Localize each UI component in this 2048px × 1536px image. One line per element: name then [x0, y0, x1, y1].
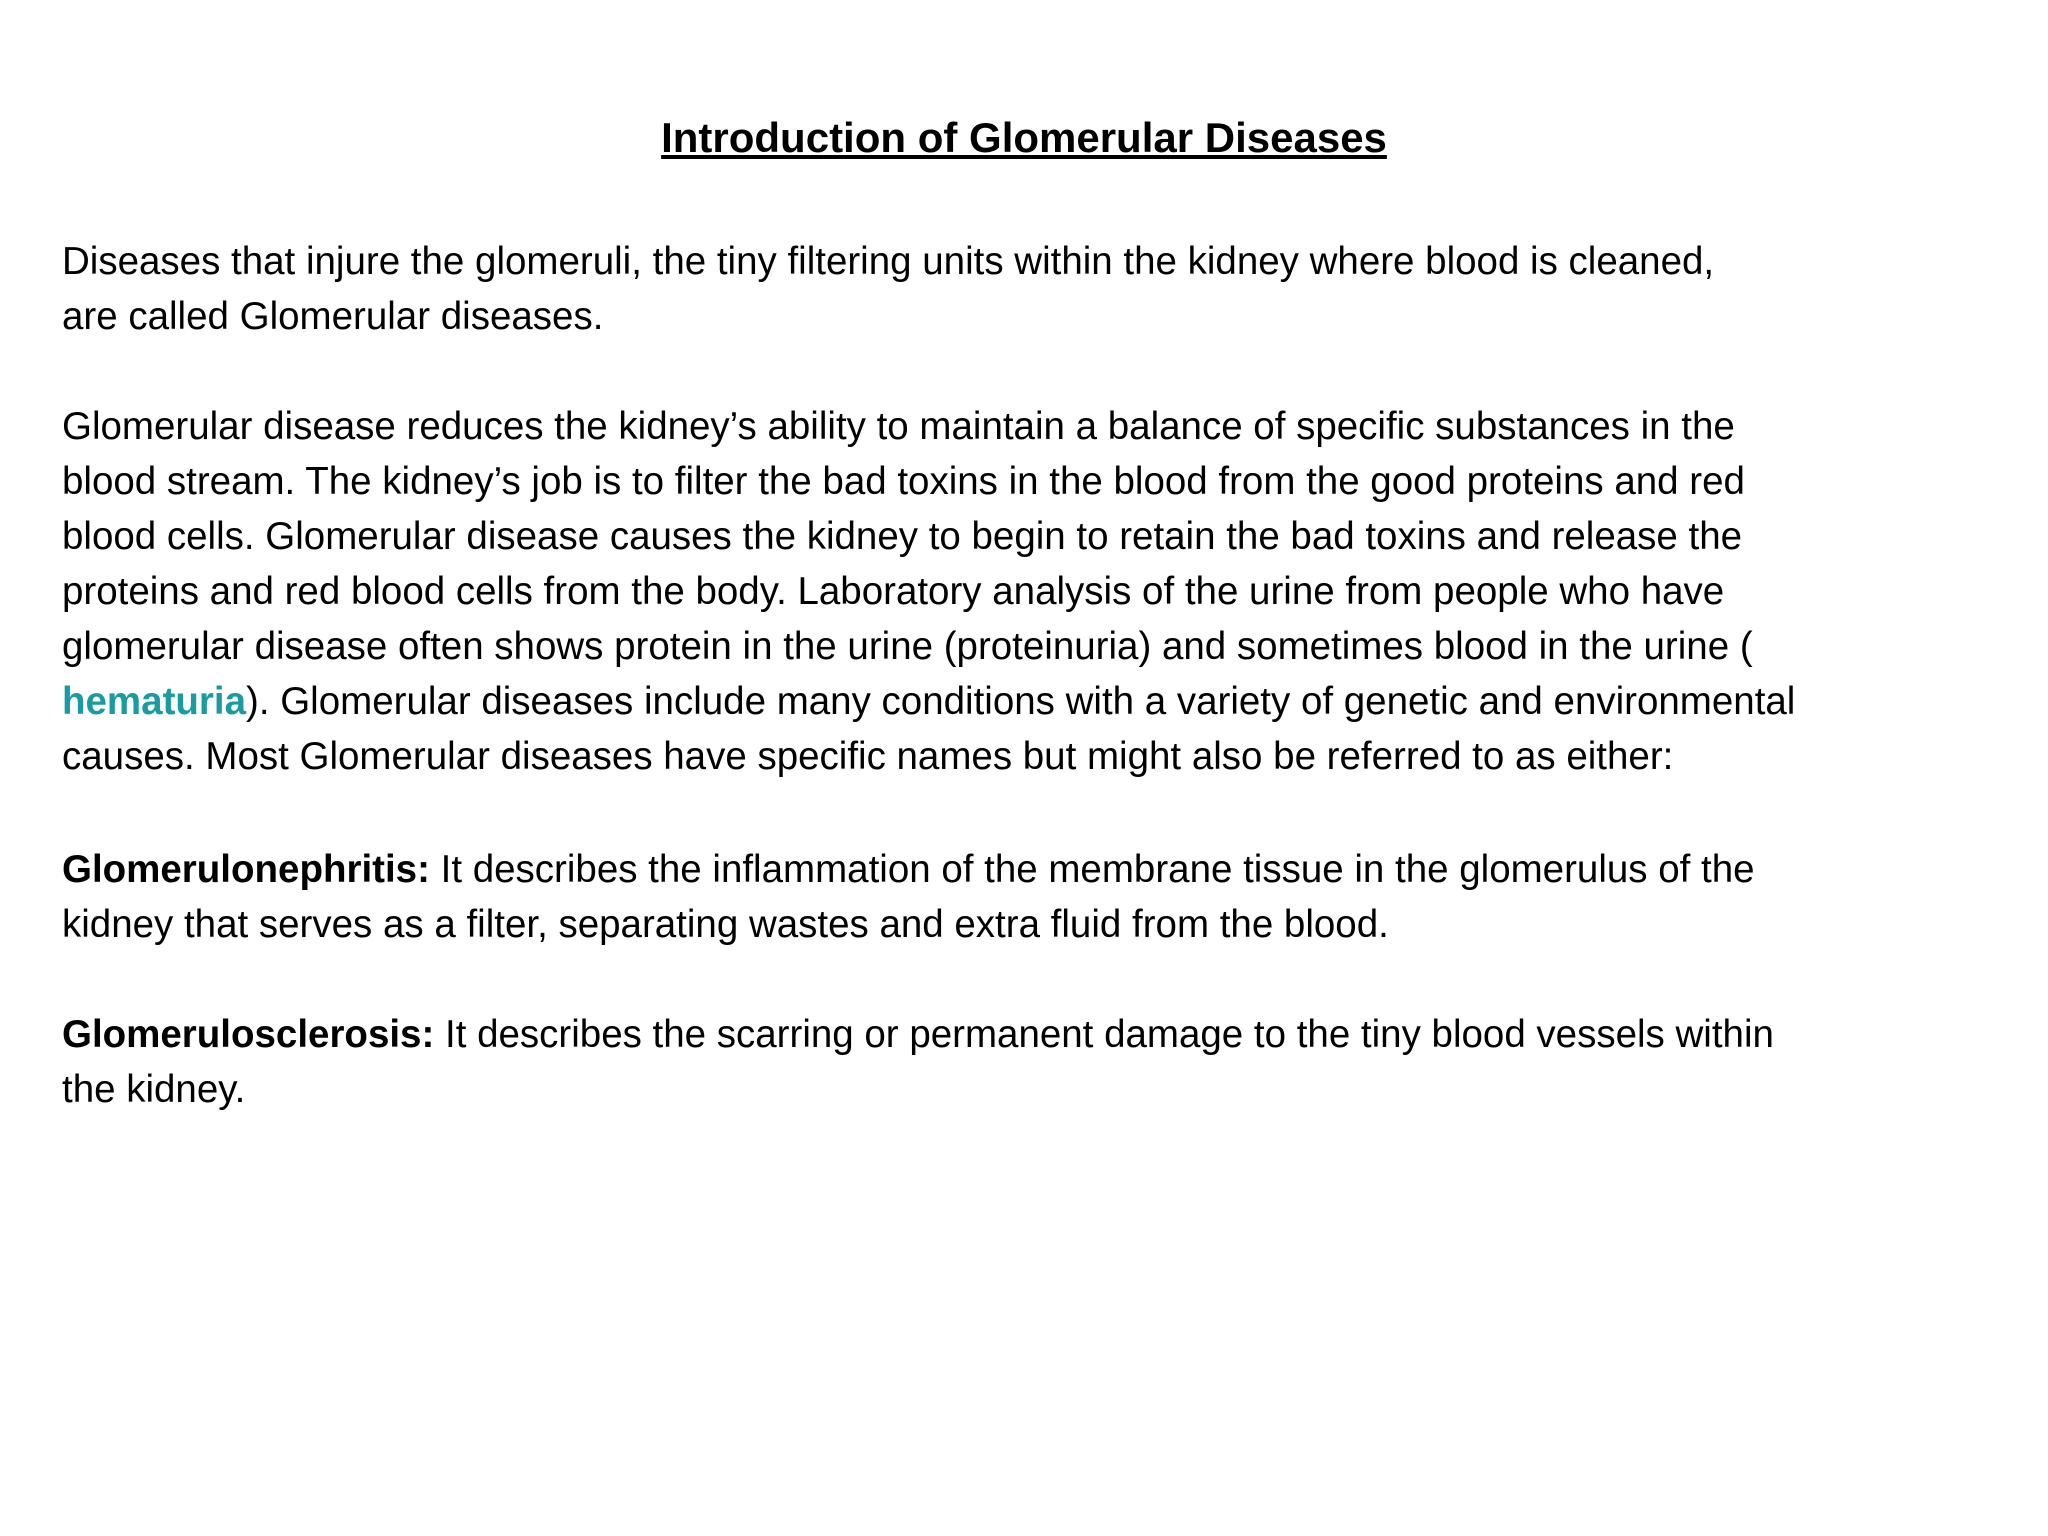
glomerulonephritis-term: Glomerulonephritis: [62, 848, 430, 891]
paragraph-line: causes. Most Glomerular diseases have specific names but might also be referred to as either: [62, 735, 1674, 778]
paragraph-line [62, 842, 1992, 897]
paragraph-line: blood stream. The kidney’s job is to filter the bad toxins in the blood from the good proteins and red [62, 460, 1745, 503]
paragraph-line [62, 674, 1992, 729]
hematuria-link[interactable]: hematuria [62, 680, 247, 723]
paragraph-line [62, 1007, 1992, 1062]
paragraph-line: glomerular disease often shows protein in the urine (proteinuria) and sometimes blood in the urine ( [62, 625, 1753, 668]
paragraph-text: It describes the inflammation of the membrane tissue in the glomerulus of the [429, 848, 1755, 891]
paragraph-line: kidney that serves as a filter, separating wastes and extra fluid from the blood. [62, 903, 1389, 946]
paragraph-line: proteins and red blood cells from the body. Laboratory analysis of the urine from people who have [62, 570, 1725, 613]
intro-paragraph [62, 234, 1992, 344]
glomerulosclerosis-paragraph [62, 1007, 1992, 1117]
description-paragraph [62, 399, 1992, 784]
glomerulosclerosis-term: Glomerulosclerosis: [62, 1013, 435, 1056]
paragraph-line: the kidney. [62, 1068, 246, 1111]
paragraph-line: blood cells. Glomerular disease causes the kidney to begin to retain the bad toxins and release the [62, 515, 1743, 558]
page-title: Introduction of Glomerular Diseases [661, 114, 1387, 161]
paragraph-line: Glomerular disease reduces the kidney’s ability to maintain a balance of specific substances in the [62, 405, 1735, 448]
paragraph-text: It describes the scarring or permanent damage to the tiny blood vessels within [434, 1013, 1774, 1056]
paragraph-text: ). Glomerular diseases include many conditions with a variety of genetic and environmental [246, 680, 1796, 723]
glomerulonephritis-paragraph [62, 842, 1992, 952]
paragraph-line: are called Glomerular diseases. [62, 295, 604, 338]
paragraph-line: Diseases that injure the glomeruli, the tiny filtering units within the kidney where blood is cleaned, [62, 240, 1715, 283]
